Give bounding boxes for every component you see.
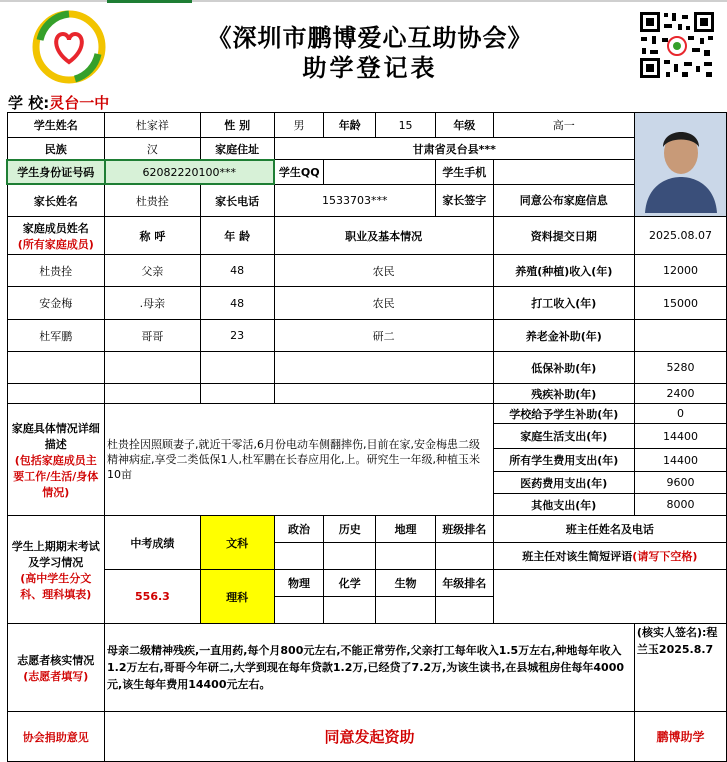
student-cost[interactable]: 14400	[634, 449, 726, 472]
verification-text[interactable]: 母亲二级精神残疾,一直用药,每个月800元左右,不能正常劳作,父亲打工每年收入1.5万左右,种地每年收入1.2万左右,哥哥今年研二,大学到现在每年贷款1.2万,已经贷了7.2万,为该生读书,在县城租房住每年4000元,该生每年费用14400元左右。	[105, 624, 635, 712]
academics-label	[7, 516, 105, 624]
politics-label: 政治	[274, 516, 324, 543]
low-income-aid-label: 低保补助(年)	[493, 352, 634, 384]
parent-name-label: 家长姓名	[7, 184, 105, 216]
age-label: 年龄	[324, 113, 376, 138]
medical-cost[interactable]: 9600	[634, 472, 726, 494]
grade[interactable]: 高一	[493, 113, 634, 138]
other-cost[interactable]: 8000	[634, 494, 726, 516]
registration-form	[6, 112, 727, 762]
member-relation[interactable]	[105, 352, 201, 384]
pension[interactable]	[634, 320, 726, 352]
submit-date-label: 资料提交日期	[493, 217, 634, 255]
physics-label: 物理	[274, 570, 324, 597]
student-qq[interactable]	[324, 160, 436, 184]
document-subtitle: 助学登记表	[302, 53, 438, 82]
member-relation[interactable]: 父亲	[105, 255, 201, 287]
history-label: 历史	[324, 516, 376, 543]
verification-label-text: 志愿者核实情况	[17, 653, 95, 667]
teacher-comment-label	[493, 543, 726, 570]
member-name[interactable]	[7, 384, 105, 404]
parent-name[interactable]: 杜贵拴	[105, 184, 201, 216]
association-logo-icon	[30, 10, 108, 84]
exam-score[interactable]: 556.3	[105, 570, 201, 624]
verifier-signature[interactable]: (核实人签名):程兰玉2025.8.7	[634, 624, 726, 712]
student-qq-label: 学生QQ	[274, 160, 324, 184]
member-name[interactable]: 杜贵拴	[7, 255, 105, 287]
member-age[interactable]: 23	[200, 320, 274, 352]
academics-label-text: 学生上期期末考试及学习情况	[11, 539, 100, 569]
grade-label: 年级	[435, 113, 493, 138]
donation-opinion[interactable]: 同意发起资助	[105, 712, 635, 762]
parent-phone[interactable]: 1533703***	[274, 184, 435, 216]
ethnicity[interactable]: 汉	[105, 138, 201, 160]
biology-label: 生物	[376, 570, 436, 597]
student-phone[interactable]	[493, 160, 634, 184]
member-relation[interactable]: .母亲	[105, 287, 201, 320]
address[interactable]: 甘肃省灵台县***	[274, 138, 634, 160]
grade-rank-label: 年级排名	[435, 570, 493, 597]
physics-score[interactable]	[274, 597, 324, 624]
age[interactable]: 15	[376, 113, 436, 138]
farm-income[interactable]: 12000	[634, 255, 726, 287]
student-name-label: 学生姓名	[7, 113, 105, 138]
class-rank[interactable]	[435, 543, 493, 570]
member-name[interactable]	[7, 352, 105, 384]
student-phone-label: 学生手机	[435, 160, 493, 184]
student-photo	[634, 113, 726, 217]
chemistry-label: 化学	[324, 570, 376, 597]
school-line	[8, 92, 109, 113]
parent-sign-label: 家长签字	[435, 184, 493, 216]
history-score[interactable]	[324, 543, 376, 570]
gender[interactable]: 男	[274, 113, 324, 138]
family-desc-label-note: (包括家庭成员主要工作/生活/身体情况)	[13, 453, 99, 499]
school-aid-label: 学校给予学生补助(年)	[493, 404, 634, 424]
family-desc-text[interactable]: 杜贵拴因照顾妻子,就近干零活,6月份电动车侧翻摔伤,目前在家,安金梅患二级精神病症,享受二类低保1人,杜军鹏在长春应用化,上。研究生一年级,种植玉米10亩	[105, 404, 494, 516]
submit-date[interactable]: 2025.08.07	[634, 217, 726, 255]
geography-label: 地理	[376, 516, 436, 543]
member-job[interactable]: 农民	[274, 287, 493, 320]
member-job[interactable]: 研二	[274, 320, 493, 352]
member-name[interactable]: 杜军鹏	[7, 320, 105, 352]
member-job[interactable]: 农民	[274, 255, 493, 287]
other-cost-label: 其他支出(年)	[493, 494, 634, 516]
member-name[interactable]: 安金梅	[7, 287, 105, 320]
teacher-comment[interactable]	[493, 570, 726, 624]
politics-score[interactable]	[274, 543, 324, 570]
document-title: 《深圳市鹏博爱心互助协会》	[207, 23, 533, 52]
arts-label: 文科	[200, 516, 274, 570]
science-label: 理科	[200, 570, 274, 624]
teacher-label: 班主任姓名及电话	[493, 516, 726, 543]
members-header-job: 职业及基本情况	[274, 217, 493, 255]
member-job[interactable]	[274, 352, 493, 384]
selection-indicator	[107, 0, 192, 3]
class-rank-label: 班级排名	[435, 516, 493, 543]
grade-rank[interactable]	[435, 597, 493, 624]
geography-score[interactable]	[376, 543, 436, 570]
pension-label: 养老金补助(年)	[493, 320, 634, 352]
work-income-label: 打工收入(年)	[493, 287, 634, 320]
members-header-name-text: 家庭成员姓名	[22, 221, 89, 235]
qr-code-icon	[638, 10, 716, 80]
student-id[interactable]: 62082220100***	[105, 160, 275, 184]
member-relation[interactable]	[105, 384, 201, 404]
school-label: 学 校:	[8, 94, 50, 112]
donation-opinion-label: 协会捐助意见	[7, 712, 105, 762]
farm-income-label: 养殖(种植)收入(年)	[493, 255, 634, 287]
student-id-label: 学生身份证号码	[7, 160, 105, 184]
member-age[interactable]: 48	[200, 255, 274, 287]
disability-aid-label: 残疾补助(年)	[493, 384, 634, 404]
members-header-relation: 称 呼	[105, 217, 201, 255]
family-desc-label-text: 家庭具体情况详细描述	[11, 421, 100, 451]
member-job[interactable]	[274, 384, 493, 404]
exam-score-label: 中考成绩	[105, 516, 201, 570]
address-label: 家庭住址	[200, 138, 274, 160]
teacher-comment-label-text: 班主任对该生简短评语	[522, 550, 633, 563]
low-income-aid[interactable]: 5280	[634, 352, 726, 384]
school-name: 灵台一中	[49, 94, 110, 112]
medical-cost-label: 医药费用支出(年)	[493, 472, 634, 494]
biology-score[interactable]	[376, 597, 436, 624]
member-age[interactable]	[200, 352, 274, 384]
student-photo-icon	[637, 113, 724, 213]
verification-label-note: (志愿者填写)	[23, 669, 89, 683]
disability-aid[interactable]: 2400	[634, 384, 726, 404]
academics-label-note: (高中学生分文科、理科填表)	[20, 571, 92, 601]
members-header-name	[7, 217, 105, 255]
work-income[interactable]: 15000	[634, 287, 726, 320]
donation-org: 鹏博助学	[634, 712, 726, 762]
living-cost-label: 家庭生活支出(年)	[493, 424, 634, 449]
chemistry-score[interactable]	[324, 597, 376, 624]
ethnicity-label: 民族	[7, 138, 105, 160]
members-header-name-note: (所有家庭成员)	[17, 237, 94, 251]
school-aid[interactable]: 0	[634, 404, 726, 424]
parent-phone-label: 家长电话	[200, 184, 274, 216]
teacher-comment-note: (请写下空格)	[632, 550, 698, 563]
member-relation[interactable]: 哥哥	[105, 320, 201, 352]
member-age[interactable]	[200, 384, 274, 404]
publish-consent-label: 同意公布家庭信息	[493, 184, 634, 216]
verification-label	[7, 624, 105, 712]
student-cost-label: 所有学生费用支出(年)	[493, 449, 634, 472]
family-desc-label	[7, 404, 105, 516]
student-name[interactable]: 杜家祥	[105, 113, 201, 138]
living-cost[interactable]: 14400	[634, 424, 726, 449]
member-age[interactable]: 48	[200, 287, 274, 320]
gender-label: 性 别	[200, 113, 274, 138]
members-header-age: 年 龄	[200, 217, 274, 255]
